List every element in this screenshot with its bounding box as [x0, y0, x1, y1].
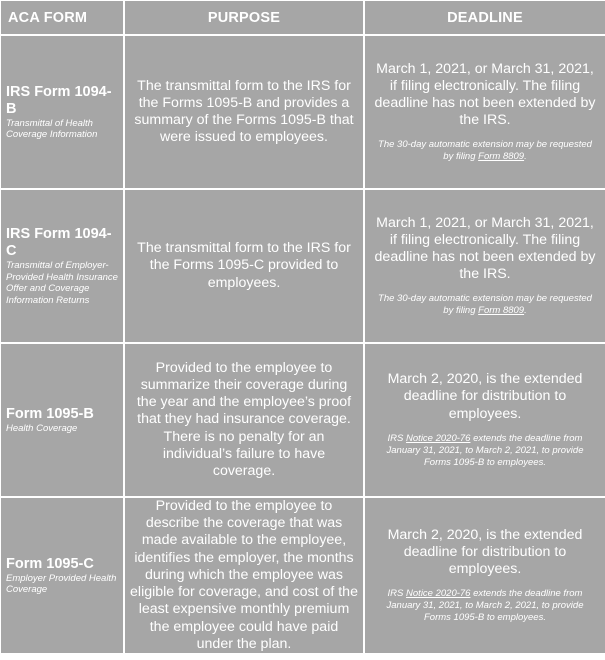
aca-forms-table: [1, 1, 604, 659]
deadline-note: [371, 588, 599, 624]
deadline-note: [371, 293, 599, 317]
deadline-text: March 2, 2020, is the extended deadline for distribution to employees.: [387, 371, 583, 422]
deadline-text: March 1, 2021, or March 31, 2021, if filing electronically. The filing deadline has not been extended by the IRS.: [374, 60, 596, 129]
purpose-cell: Provided to the employee to summarize their coverage during the year and the employee’s proof that they had insurance coverage. There is no penalty for an individual’s failure to have coverage.: [125, 344, 363, 496]
form-8809-link[interactable]: Form 8809: [478, 151, 525, 163]
deadline-cell: [365, 344, 605, 496]
form-description: Health Coverage: [6, 422, 78, 434]
form-name: IRS Form 1094-B: [6, 83, 112, 117]
header-purpose: PURPOSE: [125, 1, 363, 34]
notice-2020-76-link[interactable]: Notice 2020-76: [406, 432, 471, 444]
deadline-cell: [365, 36, 605, 188]
form-cell: [1, 498, 123, 653]
form-cell: [1, 190, 123, 342]
purpose-cell: Provided to the employee to describe the coverage that was made available to the employee, identifies the employer, the months during which the employee was eligible for coverage, and cost of the least expensive monthly premium the employee could have paid under the plan.: [125, 498, 363, 653]
note-text: The 30-day automatic extension may be requested by filing: [378, 293, 592, 317]
form-cell: [1, 36, 123, 188]
form-description: Transmittal of Health Coverage Information: [6, 117, 98, 140]
note-text: The 30-day automatic extension may be requested by filing: [378, 139, 592, 163]
form-name: Form 1095-B: [6, 405, 94, 422]
form-description: Transmittal of Employer-Provided Health Insurance Offer and Coverage Information Returns: [6, 260, 118, 306]
form-name: IRS Form 1094-C: [6, 226, 112, 259]
note-text: .: [524, 305, 527, 317]
note-text: extends the deadline from January 31, 2021, to March 2, 2021, to provide Forms 1095-B to employees.: [386, 588, 584, 624]
note-text: IRS: [387, 588, 407, 600]
note-text: .: [524, 151, 527, 163]
deadline-note: [371, 433, 599, 469]
header-aca-form: ACA FORM: [1, 1, 123, 34]
header-deadline: DEADLINE: [365, 1, 605, 34]
deadline-text: March 1, 2021, or March 31, 2021, if filing electronically. The filing deadline has not been extended by the IRS.: [374, 214, 596, 283]
notice-2020-76-link[interactable]: Notice 2020-76: [406, 588, 471, 600]
deadline-text: March 2, 2020, is the extended deadline for distribution to employees.: [387, 526, 583, 578]
note-text: IRS: [387, 432, 407, 444]
form-description: Employer Provided Health Coverage: [6, 572, 117, 595]
purpose-cell: The transmittal form to the IRS for the Forms 1095-B and provides a summary of the Forms 1095-B that were issued to employees.: [125, 36, 363, 188]
form-8809-link[interactable]: Form 8809: [478, 305, 525, 317]
deadline-cell: [365, 190, 605, 342]
purpose-cell: The transmittal form to the IRS for the Forms 1095-C provided to employees.: [125, 190, 363, 342]
form-name: Form 1095-C: [6, 555, 94, 572]
deadline-cell: [365, 498, 605, 653]
form-cell: [1, 344, 123, 496]
note-text: extends the deadline from January 31, 2021, to March 2, 2021, to provide Forms 1095-B to employees.: [386, 432, 584, 468]
deadline-note: [371, 139, 599, 163]
